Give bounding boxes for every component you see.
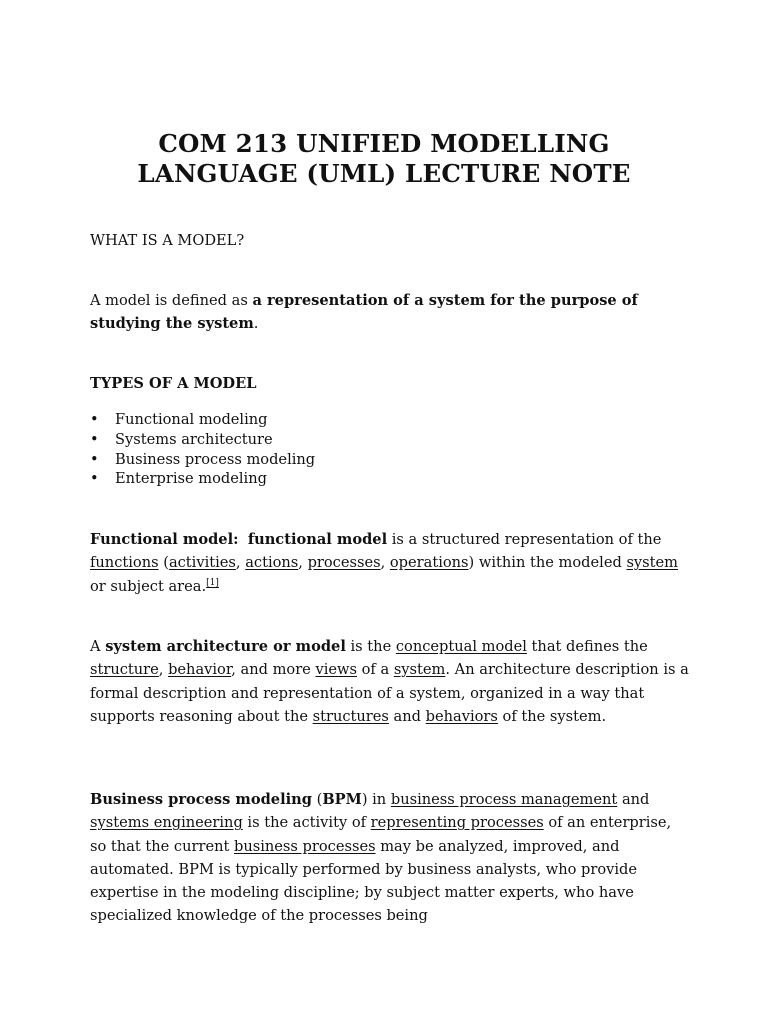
- definition-end-text: .: [253, 315, 259, 333]
- body-text: ,: [158, 661, 169, 679]
- body-text: that defines the: [526, 638, 648, 655]
- link-system[interactable]: system: [626, 554, 679, 572]
- body-text: . An architecture description is a formal description and representation of a system, organized in a way that supports reasoning about the: [90, 661, 689, 725]
- bpm-abbreviation: BPM: [322, 791, 362, 808]
- list-item-label: Systems architecture: [115, 430, 273, 448]
- body-text: of an enterprise, so that the current: [90, 814, 672, 855]
- bullet-icon: •: [90, 430, 99, 448]
- bpm-term: Business process modeling: [90, 791, 312, 808]
- list-item: [90, 450, 315, 470]
- body-text: ,: [380, 554, 390, 572]
- body-text: A: [90, 638, 106, 655]
- link-system[interactable]: system: [393, 661, 446, 679]
- body-text: (: [158, 554, 169, 572]
- functional-model-term: functional model: [247, 531, 388, 548]
- link-structures[interactable]: structures: [312, 707, 389, 725]
- link-behavior[interactable]: behavior: [168, 661, 232, 679]
- body-text: may be analyzed, improved, and automated. BPM is typically performed by business analysts, who provide expertise in the modeling discipline; by subject matter experts, who have specialized knowledge of the processes being: [90, 837, 638, 925]
- bullet-icon: •: [90, 450, 99, 468]
- definition-bold-text: a representation of a system for the purpose of studying the system: [90, 292, 638, 333]
- list-item: [90, 410, 315, 430]
- link-behaviors[interactable]: behaviors: [425, 707, 498, 725]
- link-business-process-management[interactable]: business process management: [390, 791, 618, 808]
- link-representing-processes[interactable]: representing processes: [370, 814, 544, 832]
- body-text: ) within the modeled: [468, 554, 627, 572]
- model-types-list: [90, 410, 315, 489]
- body-text: ) in: [361, 791, 391, 808]
- link-operations[interactable]: operations: [389, 554, 469, 572]
- model-definition-paragraph: [90, 289, 690, 336]
- list-item-label: Business process modeling: [115, 450, 316, 468]
- body-text: or subject area.: [90, 577, 207, 595]
- link-functions[interactable]: functions: [90, 554, 159, 572]
- link-views[interactable]: views: [315, 661, 357, 679]
- system-architecture-term: system architecture or model: [105, 638, 346, 655]
- link-structure[interactable]: structure: [90, 661, 159, 679]
- link-activities[interactable]: activities: [168, 554, 236, 572]
- body-text: , and more: [231, 661, 316, 679]
- document-title-line-1: COM 213 UNIFIED MODELLING: [158, 129, 610, 158]
- separator-text: [239, 531, 248, 548]
- list-item: [90, 430, 315, 450]
- body-text: (: [312, 791, 323, 808]
- body-text: is the: [345, 638, 396, 655]
- link-business-processes[interactable]: business processes: [234, 837, 376, 855]
- functional-model-paragraph: [90, 528, 690, 598]
- link-actions[interactable]: actions: [245, 554, 299, 572]
- business-process-modeling-paragraph: [90, 788, 690, 928]
- body-text: of the system.: [497, 707, 607, 725]
- definition-intro-text: A model is defined as: [90, 292, 253, 309]
- body-text: is the activity of: [242, 814, 371, 832]
- footnote-reference-link[interactable]: [1]: [206, 577, 219, 588]
- body-text: of a: [357, 661, 394, 679]
- body-text: and: [617, 791, 650, 808]
- bullet-icon: •: [90, 470, 99, 488]
- system-architecture-paragraph: [90, 635, 690, 728]
- types-of-model-heading: TYPES OF A MODEL: [90, 375, 257, 392]
- body-text: ,: [298, 554, 308, 572]
- link-conceptual-model[interactable]: conceptual model: [395, 638, 527, 655]
- body-text: is a structured representation of the: [387, 531, 662, 548]
- list-item: [90, 469, 315, 489]
- document-title-line-2: LANGUAGE (UML) LECTURE NOTE: [137, 159, 631, 188]
- link-systems-engineering[interactable]: systems engineering: [90, 814, 243, 832]
- functional-model-label: Functional model:: [90, 531, 239, 548]
- what-is-model-heading: WHAT IS A MODEL?: [90, 232, 245, 249]
- bullet-icon: •: [90, 411, 99, 428]
- body-text: ,: [235, 554, 246, 572]
- document-title: [60, 129, 708, 189]
- link-processes[interactable]: processes: [307, 554, 381, 572]
- list-item-label: Enterprise modeling: [115, 470, 267, 488]
- body-text: and: [388, 707, 426, 725]
- list-item-label: Functional modeling: [115, 411, 268, 428]
